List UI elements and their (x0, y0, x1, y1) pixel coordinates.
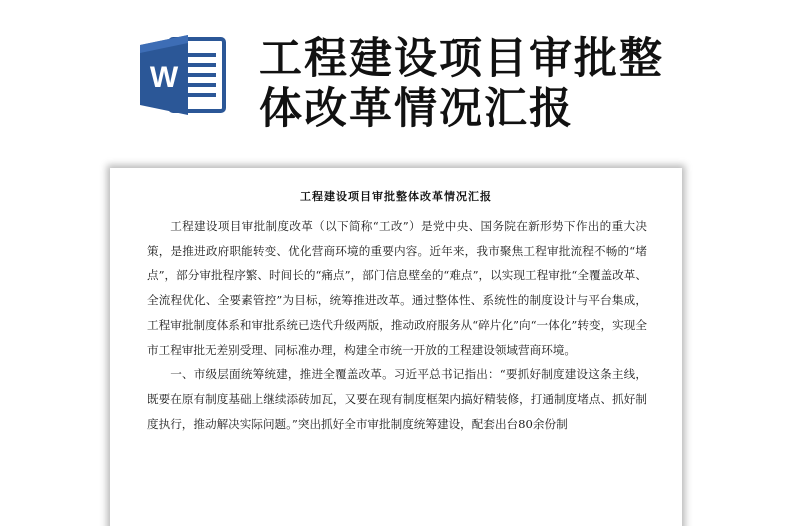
document-body (147, 214, 647, 436)
paragraph-intro: 工程建设项目审批制度改革（以下简称“工改”）是党中央、国务院在新形势下作出的重大决策，是推进政府职能转变、优化营商环境的重要内容。近年来，我市聚焦工程审批流程不畅的“堵点”，部分审批程序繁、时间长的“痛点”，部门信息壁垒的“难点”，以实现工程审批“全覆盖改革、全流程优化、全要素管控”为目标，统筹推进改革。通过整体性、系统性的制度设计与平台集成，工程审批制度体系和审批系统已迭代升级两版，推动政府服务从“碎片化”向“一体化”转变，实现全市工程审批无差别受理、同标准办理，构建全市统一开放的工程建设领域营商环境。 (147, 219, 647, 357)
document-title: 工程建设项目审批整体改革情况汇报 (300, 190, 492, 203)
word-document-icon (136, 33, 228, 117)
header (0, 0, 800, 160)
paragraph-section-one: 一、市级层面统筹统建，推进全覆盖改革。习近平总书记指出：“要抓好制度建设这条主线，既要在原有制度基础上继续添砖加瓦，又要在现有制度框架内搞好精装修，打通制度堵点、抓好制度执行，推动解决实际问题。”突出抓好全市审批制度统筹建设，配套出台80余份制 (147, 367, 647, 431)
document-page (110, 168, 682, 526)
page-title: 工程建设项目审批整体改革情况汇报 (259, 34, 664, 134)
word-icon-letter: W (149, 61, 179, 94)
